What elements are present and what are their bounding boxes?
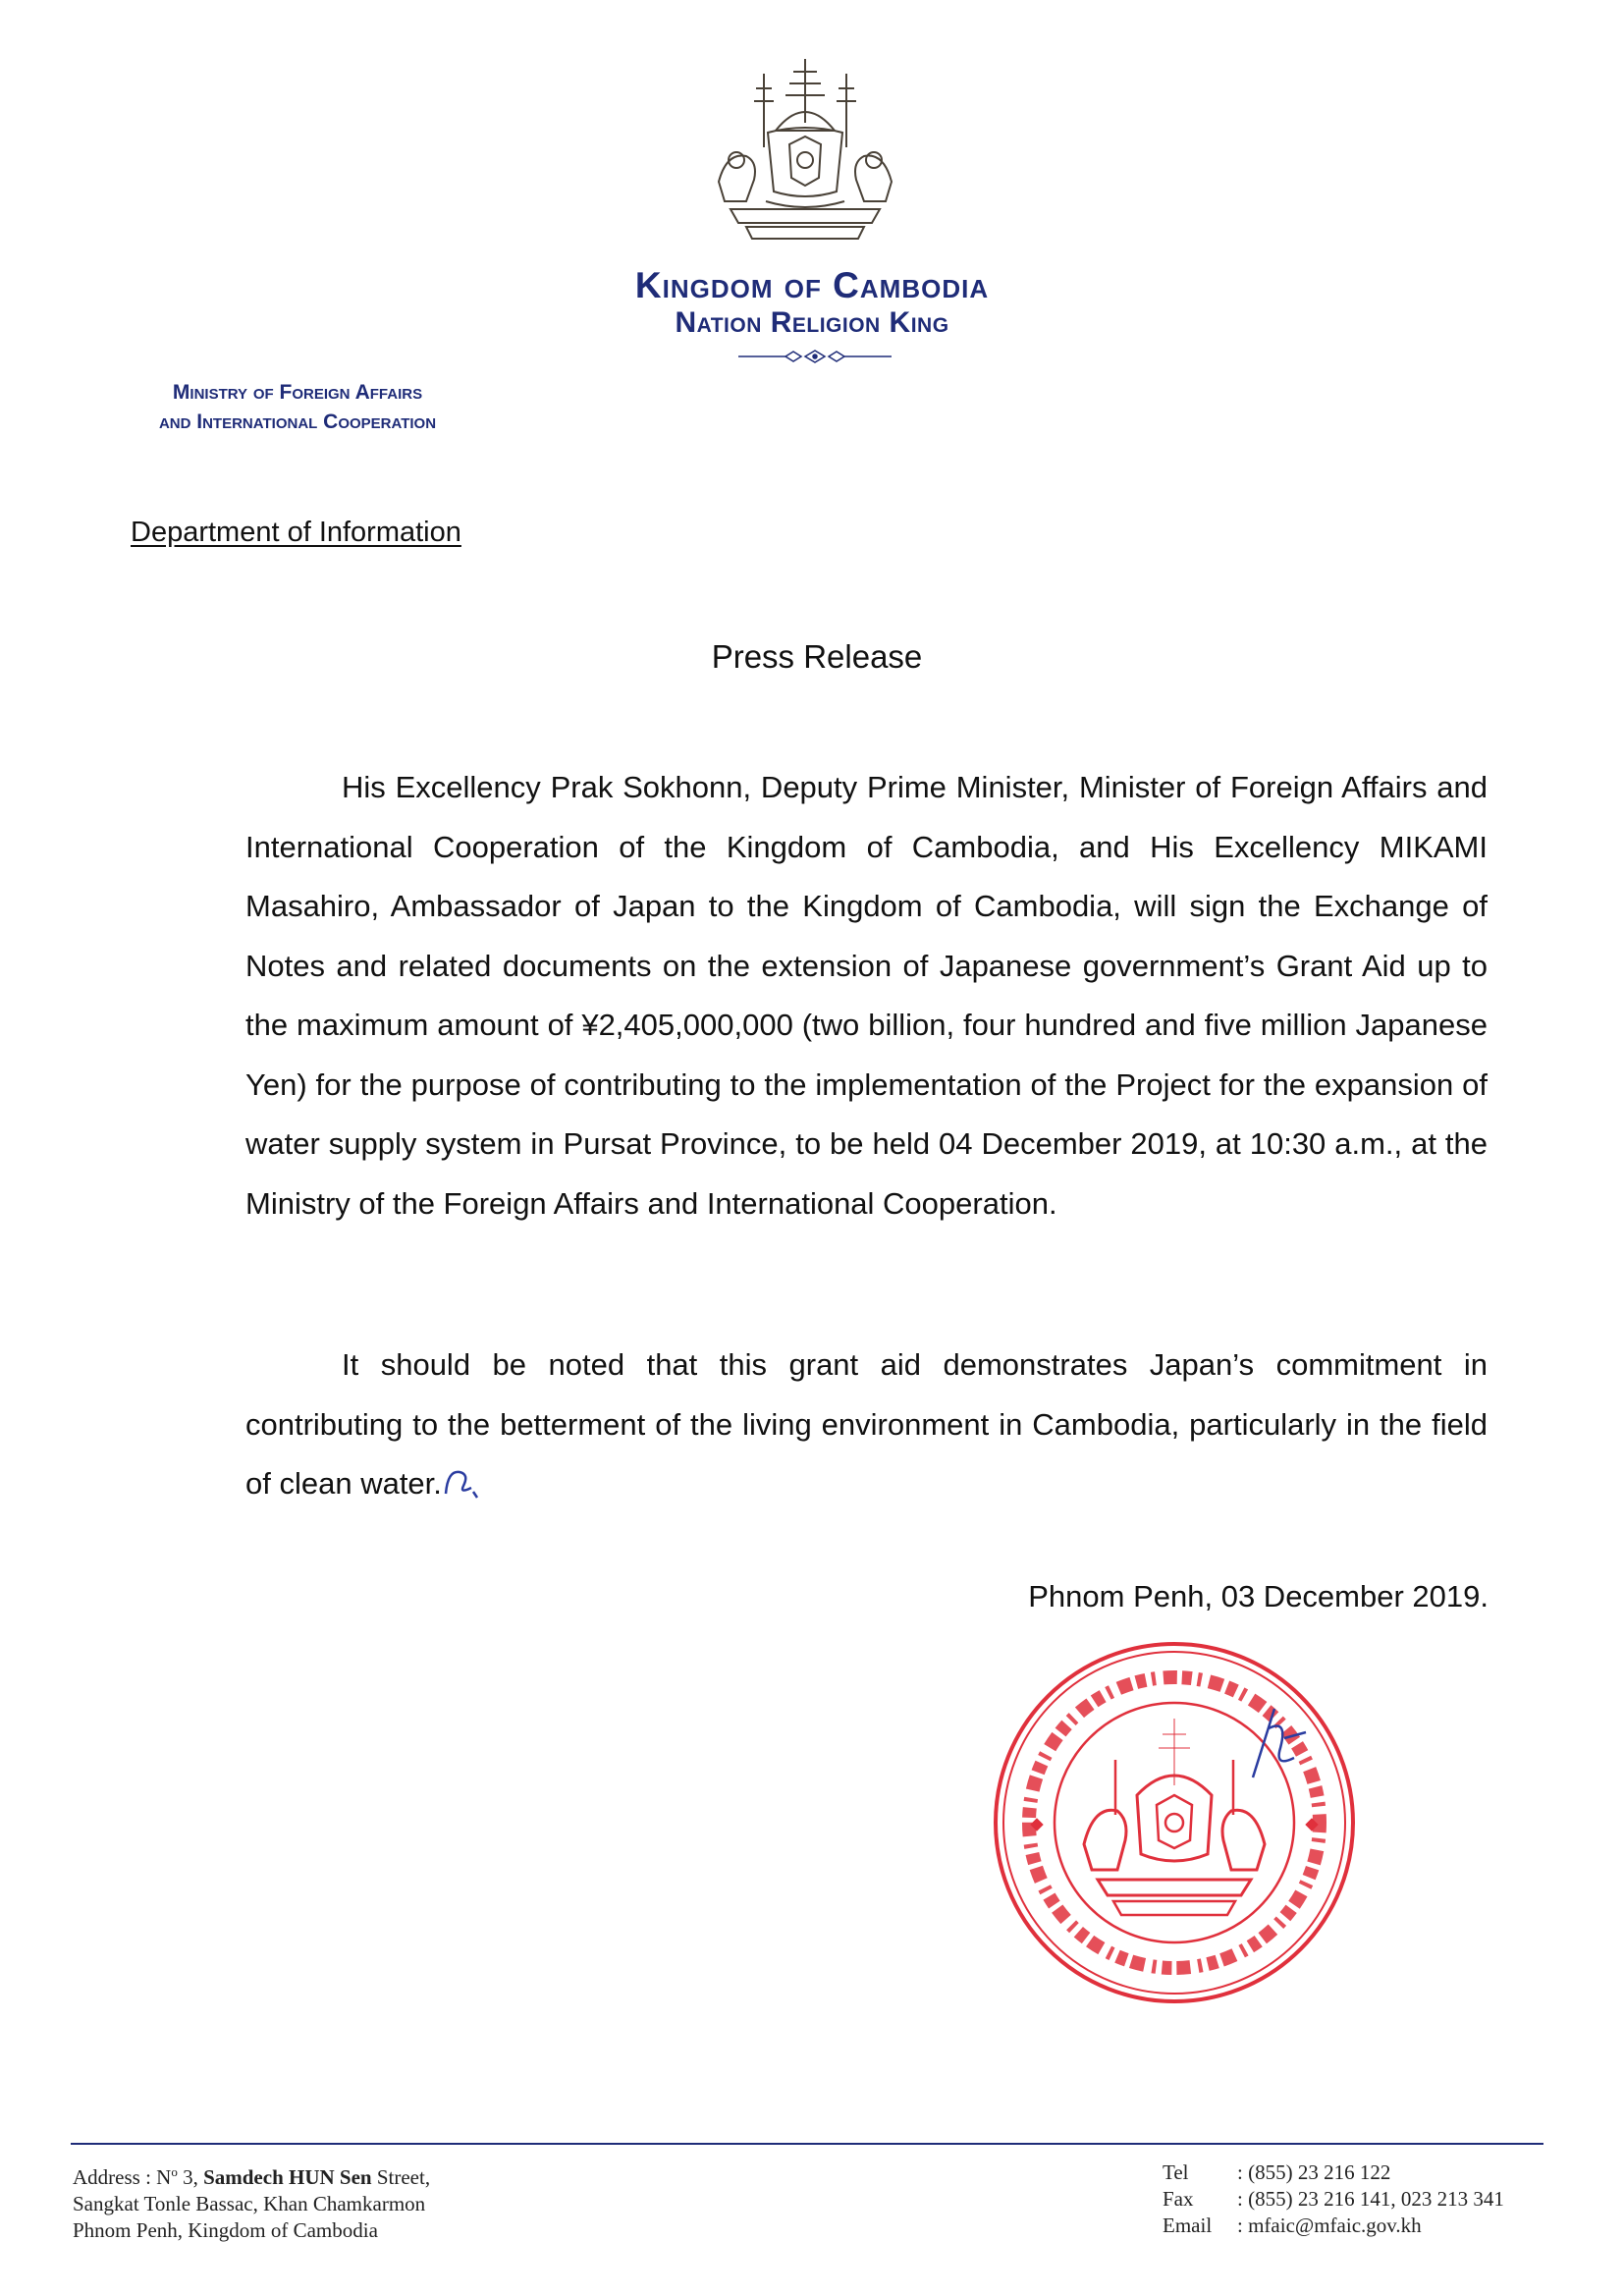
national-motto-text: Nation Religion King	[675, 306, 949, 339]
document-title: Press Release	[711, 638, 923, 675]
footer-address	[73, 2159, 430, 2244]
fax-value: : (855) 23 216 141, 023 213 341	[1237, 2187, 1504, 2211]
handwritten-closing-mark-icon	[442, 1464, 485, 1500]
address-prefix: Address : N	[73, 2165, 172, 2189]
handwritten-signature	[1245, 1699, 1314, 1787]
ministry-name-line1: Ministry of Foreign Affairs	[172, 381, 423, 404]
tel-value: : (855) 23 216 122	[1237, 2160, 1391, 2184]
body-paragraph-2-text: It should be noted that this grant aid demonstrates Japan’s commitment in contributing to the betterment of the living environment in Cambodia, particularly in the field of clean water.	[245, 1347, 1488, 1501]
address-line-3: Phnom Penh, Kingdom of Cambodia	[73, 2218, 378, 2242]
royal-coat-of-arms-emblem	[707, 54, 903, 250]
address-number: 3,	[177, 2165, 204, 2189]
dateline: Phnom Penh, 03 December 2019.	[1028, 1579, 1489, 1613]
email-label: Email	[1163, 2214, 1213, 2237]
address-line-2: Sangkat Tonle Bassac, Khan Chamkarmon	[73, 2192, 426, 2215]
footer-contact	[1163, 2159, 1504, 2239]
contact-email-row	[1163, 2213, 1504, 2239]
national-motto	[0, 306, 1624, 340]
body-paragraph-2	[245, 1336, 1488, 1514]
ministry-name-line2: and International Cooperation	[158, 410, 437, 433]
address-street-name: Samdech HUN Sen	[203, 2165, 372, 2189]
footer-divider	[71, 2143, 1543, 2145]
kingdom-title	[0, 265, 1624, 306]
tel-label: Tel	[1163, 2160, 1189, 2184]
contact-tel-row	[1163, 2159, 1504, 2186]
kingdom-title-text: Kingdom of Cambodia	[634, 265, 990, 305]
body-paragraph-1: His Excellency Prak Sokhonn, Deputy Prime Minister, Minister of Foreign Affairs and International Cooperation of the Kingdom of Cambodia, and His Excellency MIKAMI Masahiro, Ambassador of Japan to the Kingdom of Cambodia, will sign the Exchange of Notes and related documents on the extension of Japanese government’s Grant Aid up to the maximum amount of ¥2,405,000,000 (two billion, four hundred and five million Japanese Yen) for the purpose of contributing to the implementation of the Project for the expansion of water supply system in Pursat Province, to be held 04 December 2019, at 10:30 a.m., at the Ministry of the Foreign Affairs and International Cooperation.	[245, 770, 1488, 1221]
department-heading: Department of Information	[131, 517, 461, 548]
email-value: : mfaic@mfaic.gov.kh	[1237, 2214, 1422, 2237]
decorative-divider-ornament	[736, 350, 893, 363]
contact-fax-row	[1163, 2186, 1504, 2213]
address-street-suffix: Street,	[371, 2165, 431, 2189]
official-ministry-seal	[990, 1638, 1359, 2007]
address-line-1	[73, 2159, 430, 2191]
fax-label: Fax	[1163, 2187, 1194, 2211]
address-number-sup: o	[171, 2164, 178, 2179]
